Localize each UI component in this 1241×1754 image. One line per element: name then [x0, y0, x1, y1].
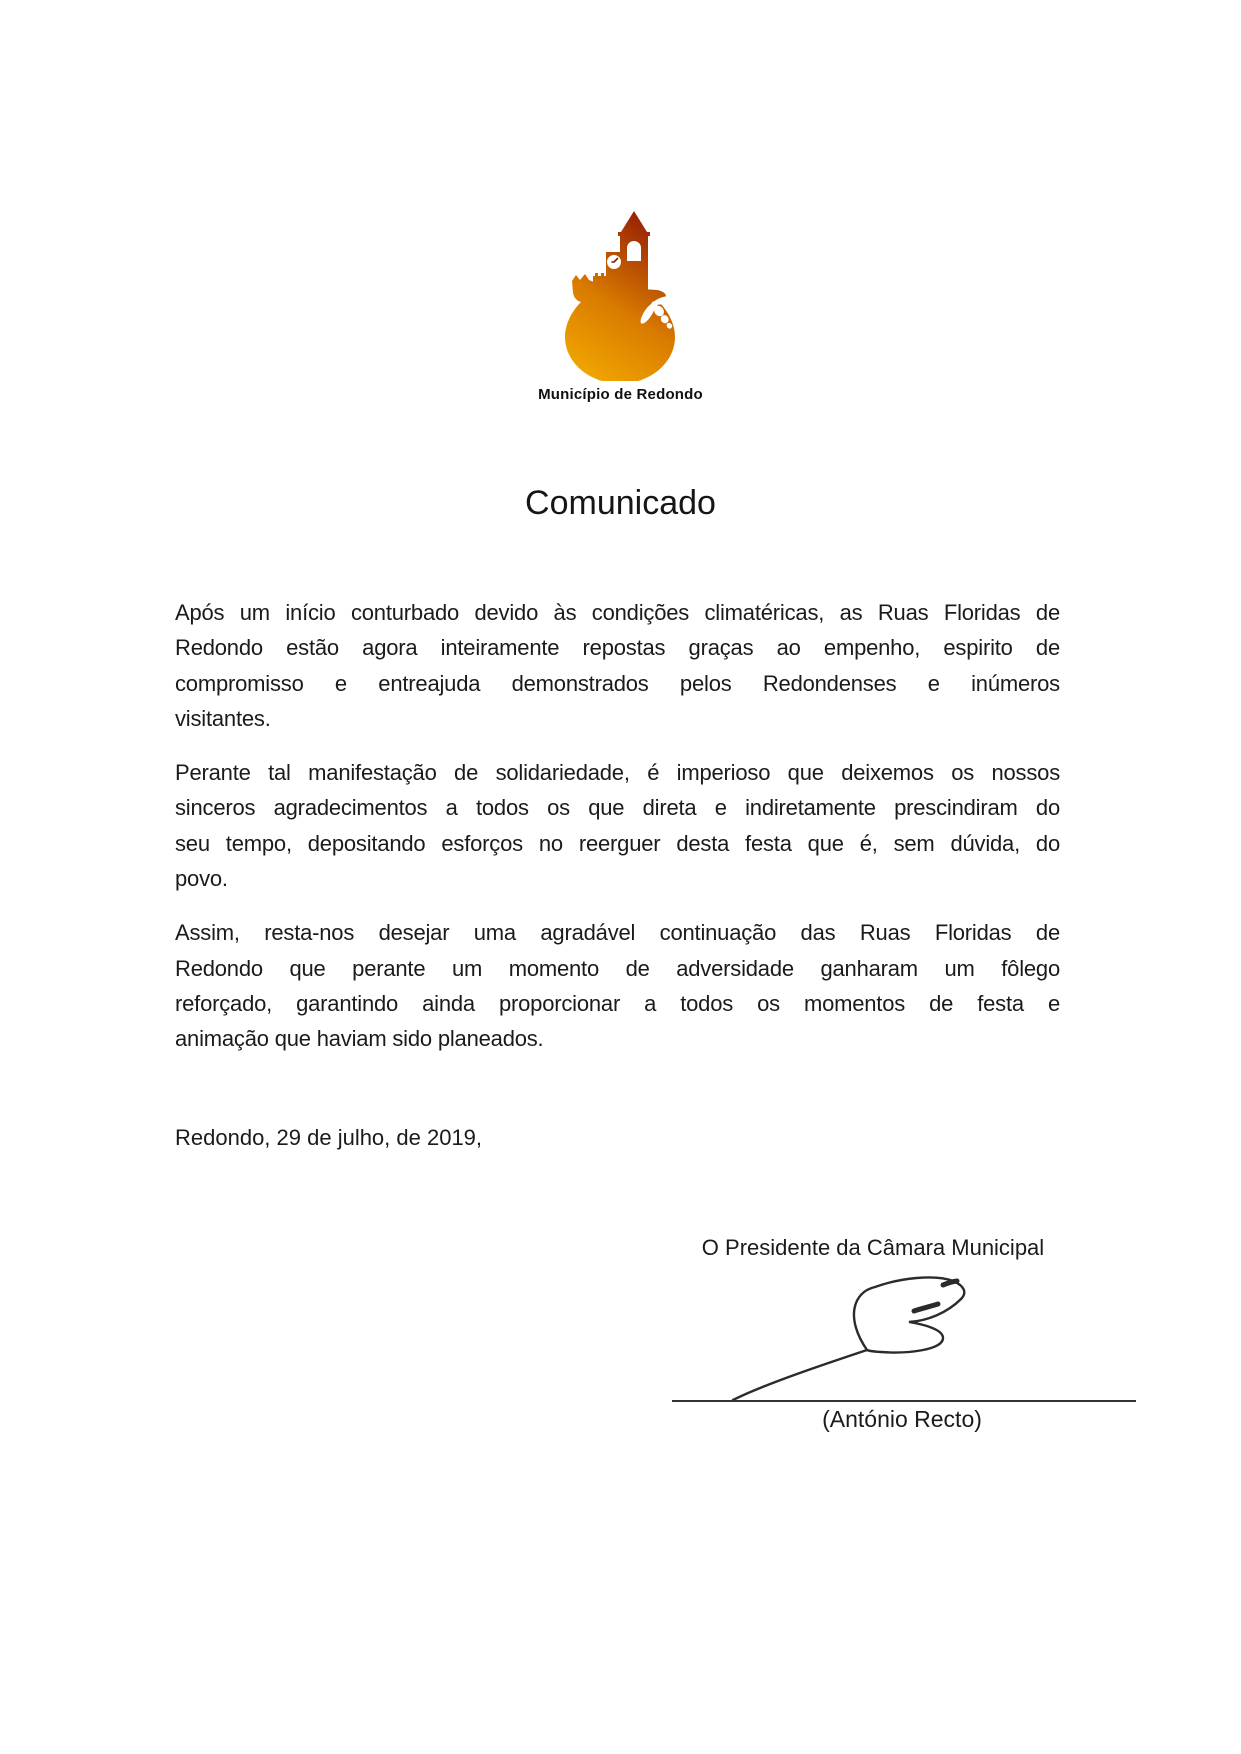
signature-icon	[695, 1276, 1050, 1404]
logo-caption: Município de Redondo	[538, 386, 703, 403]
body-line: Perante tal manifestação de solidariedade, é imperioso que deixemos os nossos	[175, 760, 1060, 786]
paragraph-2	[175, 755, 1060, 896]
body-line: animação que haviam sido planeados.	[175, 1026, 544, 1052]
signer-name: (António Recto)	[822, 1406, 982, 1432]
paragraph-1	[175, 595, 1060, 736]
document-title: Comunicado	[525, 484, 716, 522]
body-line: sinceros agradecimentos a todos os que direta e indiretamente prescindiram do	[175, 795, 1060, 821]
body-line: Assim, resta-nos desejar uma agradável continuação das Ruas Floridas de	[175, 920, 1060, 946]
date-line: Redondo, 29 de julho, de 2019,	[175, 1125, 483, 1150]
signer-role: O Presidente da Câmara Municipal	[701, 1235, 1045, 1260]
body-line: seu tempo, depositando esforços no reerguer desta festa que é, sem dúvida, do	[175, 830, 1060, 856]
body-line: visitantes.	[175, 705, 271, 731]
municipality-logo-icon	[560, 205, 680, 385]
body-line: Redondo estão agora inteiramente repostas graças ao empenho, espirito de	[175, 635, 1060, 661]
church-tower-icon	[593, 211, 650, 291]
body-line: Após um início conturbado devido às condições climatéricas, as Ruas Floridas de	[175, 600, 1060, 625]
paragraph-3	[175, 915, 1060, 1056]
body-line: Redondo que perante um momento de adversidade ganharam um fôlego	[175, 955, 1060, 981]
body-line: povo.	[175, 866, 228, 892]
document-body	[175, 595, 1060, 1076]
tower-window-icon	[627, 241, 641, 261]
body-line: compromisso e entreajuda demonstrados pelos Redondenses e inúmeros	[175, 670, 1060, 696]
body-line: reforçado, garantindo ainda proporcionar a todos os momentos de festa e	[175, 990, 1060, 1016]
